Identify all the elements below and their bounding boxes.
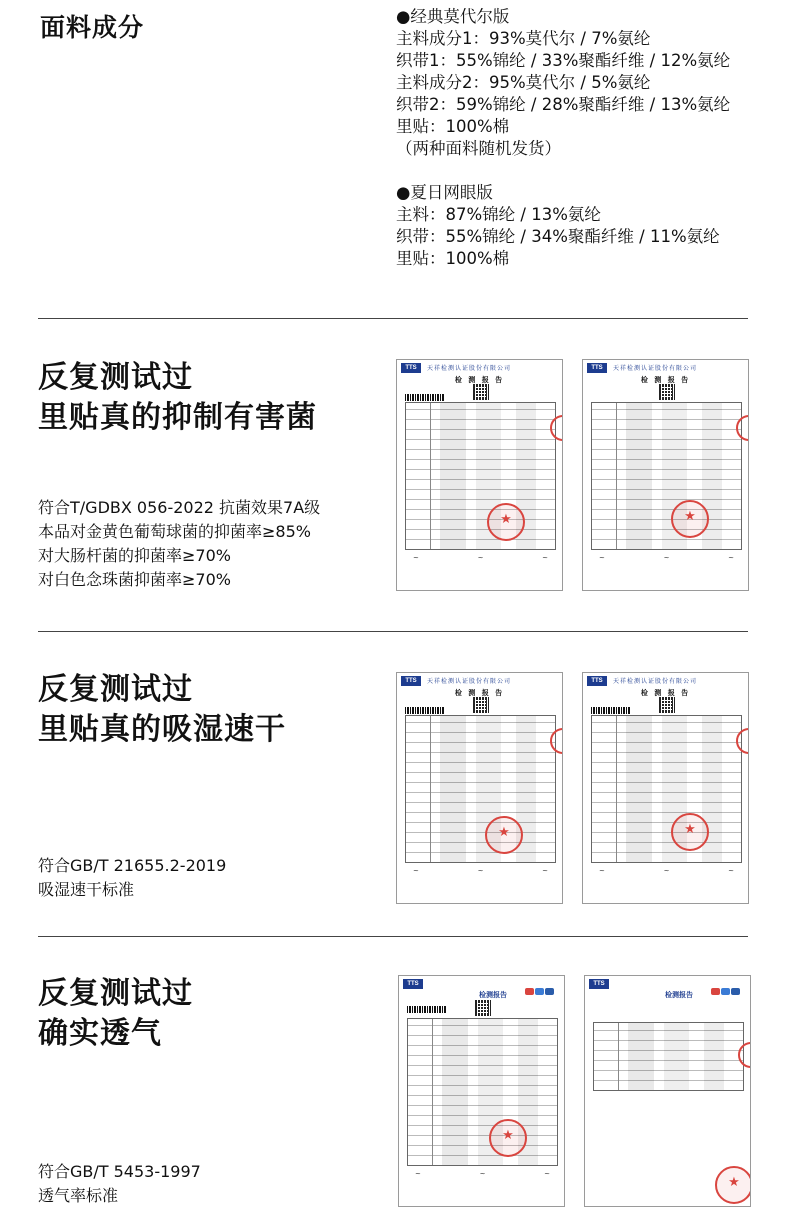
signatures: ~ ~ ~ [413, 867, 548, 875]
report-company: 天祥检测认证股份有限公司 [613, 365, 698, 372]
barcode-icon [405, 707, 445, 714]
stamp-icon [485, 816, 523, 854]
report-company: 天祥检测认证股份有限公司 [613, 678, 698, 685]
test-report-image [582, 672, 749, 904]
fabric-line: 主料成分1：93%莫代尔 / 7%氨纶 [396, 29, 651, 48]
report-title: 检 测 报 告 [454, 689, 505, 697]
title-line: 里贴真的抑制有害菌 [38, 400, 317, 435]
fabric-line: 织带：55%锦纶 / 34%聚酯纤维 / 11%氨纶 [396, 227, 720, 246]
tts-logo: TTS [587, 676, 607, 686]
report-title: 检测报告 [665, 991, 693, 999]
qr-code-icon [659, 384, 675, 400]
test-report-image [582, 359, 749, 591]
stamp-icon [715, 1166, 751, 1204]
report-title: 检测报告 [479, 991, 507, 999]
title-line: 反复测试过 [38, 976, 193, 1011]
divider [38, 936, 748, 937]
standard-line: 符合T/GDBX 056-2022 抗菌效果7A级 [38, 498, 321, 517]
barcode-icon [407, 1006, 447, 1013]
divider [38, 318, 748, 319]
standard-line: 对大肠杆菌的抑菌率≥70% [38, 546, 231, 565]
tts-logo: TTS [589, 979, 609, 989]
test-report-image [396, 359, 563, 591]
section-title-antibacterial [38, 358, 317, 438]
fabric-line: 织带1：55%锦纶 / 33%聚酯纤维 / 12%氨纶 [396, 51, 731, 70]
standard-line: 符合GB/T 5453-1997 [38, 1162, 201, 1181]
qr-code-icon [475, 1000, 491, 1016]
fabric-title: 面料成分 [40, 13, 145, 42]
barcode-icon [591, 707, 631, 714]
report-title: 检 测 报 告 [454, 376, 505, 384]
signatures: ~ ~ ~ [413, 554, 548, 562]
section-title-breathable [38, 974, 193, 1054]
signatures: ~ ~ ~ [599, 867, 734, 875]
signatures: ~ ~ ~ [599, 554, 734, 562]
barcode-icon [405, 394, 445, 401]
test-report-image [396, 672, 563, 904]
qr-code-icon [473, 384, 489, 400]
fabric-line: 里贴：100%棉 [396, 117, 510, 136]
report-table [591, 402, 742, 550]
qr-code-icon [473, 697, 489, 713]
tts-logo: TTS [401, 363, 421, 373]
standard-line: 吸湿速干标准 [38, 880, 135, 899]
fabric-line: 主料成分2：95%莫代尔 / 5%氨纶 [396, 73, 651, 92]
signatures: ~ ~ ~ [415, 1170, 550, 1178]
report-table [405, 402, 556, 550]
report-title: 检 测 报 告 [640, 376, 691, 384]
title-line: 反复测试过 [38, 672, 193, 707]
tts-logo: TTS [403, 979, 423, 989]
report-table [407, 1018, 558, 1166]
standards-antibacterial [38, 496, 320, 592]
stamp-icon [489, 1119, 527, 1157]
title-line: 反复测试过 [38, 360, 193, 395]
fabric-classic-list [396, 6, 730, 160]
test-report-image [398, 975, 565, 1207]
stamp-icon [671, 500, 709, 538]
certification-logos [524, 980, 558, 988]
standard-line: 符合GB/T 21655.2-2019 [38, 856, 227, 875]
report-table [591, 715, 742, 863]
title-line: 确实透气 [38, 1016, 162, 1051]
certification-logos [710, 980, 744, 988]
qr-code-icon [659, 697, 675, 713]
standards-breathable [38, 1160, 201, 1208]
test-report-image [584, 975, 751, 1207]
fabric-line: 织带2：59%锦纶 / 28%聚酯纤维 / 13%氨纶 [396, 95, 731, 114]
report-title: 检 测 报 告 [640, 689, 691, 697]
report-company: 天祥检测认证股份有限公司 [427, 678, 512, 685]
stamp-icon [487, 503, 525, 541]
standard-line: 透气率标准 [38, 1186, 119, 1205]
fabric-line: 主料：87%锦纶 / 13%氨纶 [396, 205, 601, 224]
fabric-line: ●夏日网眼版 [396, 183, 493, 202]
fabric-line: ●经典莫代尔版 [396, 7, 510, 26]
standards-moisture [38, 854, 226, 902]
divider [38, 631, 748, 632]
fabric-summer-list [396, 182, 720, 270]
fabric-line: 里贴：100%棉 [396, 249, 510, 268]
title-line: 里贴真的吸湿速干 [38, 712, 286, 747]
fabric-line: （两种面料随机发货） [396, 139, 561, 158]
stamp-icon [671, 813, 709, 851]
report-table [593, 1022, 744, 1091]
tts-logo: TTS [587, 363, 607, 373]
report-table [405, 715, 556, 863]
section-title-moisture [38, 670, 286, 750]
standard-line: 对白色念珠菌抑菌率≥70% [38, 570, 231, 589]
report-company: 天祥检测认证股份有限公司 [427, 365, 512, 372]
standard-line: 本品对金黄色葡萄球菌的抑菌率≥85% [38, 522, 311, 541]
tts-logo: TTS [401, 676, 421, 686]
